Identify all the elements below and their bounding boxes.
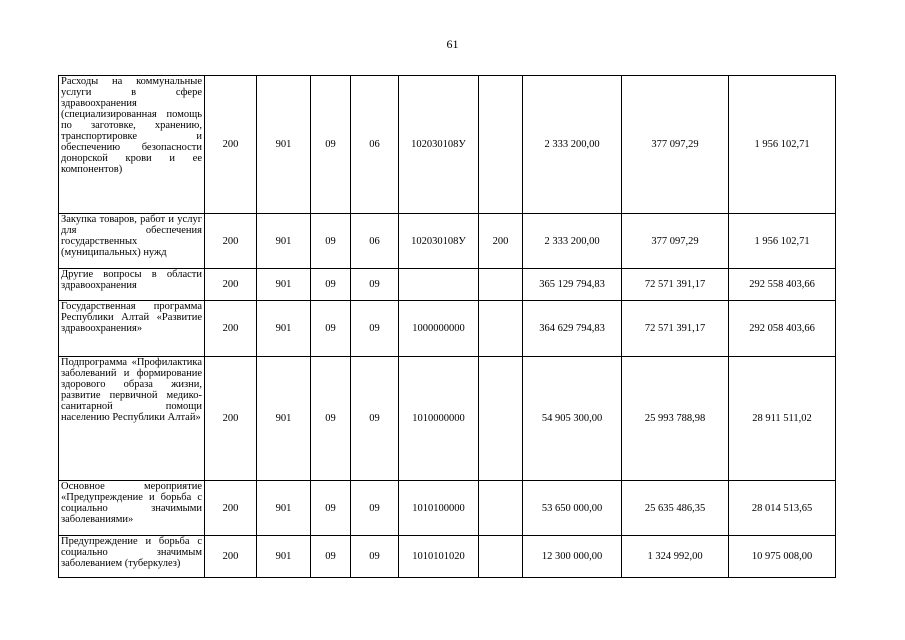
cell-code: 901	[257, 301, 311, 357]
cell-sum2: 72 571 391,17	[622, 269, 729, 301]
cell-subsection: 09	[351, 301, 399, 357]
cell-code: 901	[257, 214, 311, 269]
cell-sum3: 28 911 511,02	[729, 357, 836, 481]
cell-subsection: 09	[351, 536, 399, 578]
cell-target: 102030108У	[399, 76, 479, 214]
cell-target: 1010000000	[399, 357, 479, 481]
cell-target: 1000000000	[399, 301, 479, 357]
cell-section: 09	[311, 536, 351, 578]
cell-admin: 200	[205, 269, 257, 301]
table-row	[59, 357, 836, 481]
cell-target: 1010101020	[399, 536, 479, 578]
cell-sum1: 364 629 794,83	[523, 301, 622, 357]
cell-vr	[479, 481, 523, 536]
cell-code: 901	[257, 481, 311, 536]
cell-admin: 200	[205, 481, 257, 536]
table-row	[59, 76, 836, 214]
cell-sum1: 54 905 300,00	[523, 357, 622, 481]
cell-sum1: 2 333 200,00	[523, 76, 622, 214]
cell-admin: 200	[205, 357, 257, 481]
cell-section: 09	[311, 301, 351, 357]
cell-sum2: 72 571 391,17	[622, 301, 729, 357]
cell-sum3: 1 956 102,71	[729, 214, 836, 269]
row-description: Закупка товаров, работ и услуг для обеспечения государственных (муниципальных) нужд	[59, 214, 205, 269]
cell-sum1: 2 333 200,00	[523, 214, 622, 269]
cell-sum3: 292 058 403,66	[729, 301, 836, 357]
cell-section: 09	[311, 269, 351, 301]
cell-sum2: 25 635 486,35	[622, 481, 729, 536]
row-description: Расходы на коммунальные услуги в сфере здравоохранения (специализированная помощь по заготовке, хранению, транспортировке и обеспечению безопасности донорской крови и ее компонентов)	[59, 76, 205, 214]
cell-sum2: 377 097,29	[622, 214, 729, 269]
table-row	[59, 214, 836, 269]
page-number: 61	[446, 37, 459, 51]
cell-admin: 200	[205, 76, 257, 214]
cell-subsection: 06	[351, 214, 399, 269]
cell-vr	[479, 536, 523, 578]
cell-sum3: 10 975 008,00	[729, 536, 836, 578]
cell-vr	[479, 269, 523, 301]
cell-subsection: 06	[351, 76, 399, 214]
cell-target: 102030108У	[399, 214, 479, 269]
cell-subsection: 09	[351, 269, 399, 301]
cell-subsection: 09	[351, 357, 399, 481]
cell-admin: 200	[205, 536, 257, 578]
row-description: Подпрограмма «Профилактика заболеваний и формирование здорового образа жизни, развитие первичной медико-санитарной помощи населению Республики Алтай»	[59, 357, 205, 481]
cell-sum1: 12 300 000,00	[523, 536, 622, 578]
table-row	[59, 269, 836, 301]
row-description: Государственная программа Республики Алтай «Развитие здравоохранения»	[59, 301, 205, 357]
cell-target	[399, 269, 479, 301]
cell-subsection: 09	[351, 481, 399, 536]
cell-sum3: 28 014 513,65	[729, 481, 836, 536]
cell-sum2: 377 097,29	[622, 76, 729, 214]
row-description: Предупреждение и борьба с социально значимым заболеванием (туберкулез)	[59, 536, 205, 578]
table-row	[59, 536, 836, 578]
cell-sum2: 25 993 788,98	[622, 357, 729, 481]
row-description: Другие вопросы в области здравоохранения	[59, 269, 205, 301]
cell-vr	[479, 301, 523, 357]
table-row	[59, 301, 836, 357]
cell-vr	[479, 357, 523, 481]
cell-section: 09	[311, 357, 351, 481]
cell-sum1: 365 129 794,83	[523, 269, 622, 301]
cell-section: 09	[311, 481, 351, 536]
cell-target: 1010100000	[399, 481, 479, 536]
cell-admin: 200	[205, 301, 257, 357]
cell-code: 901	[257, 357, 311, 481]
cell-code: 901	[257, 269, 311, 301]
cell-vr	[479, 76, 523, 214]
cell-sum1: 53 650 000,00	[523, 481, 622, 536]
cell-section: 09	[311, 76, 351, 214]
budget-table	[58, 75, 836, 578]
row-description: Основное мероприятие «Предупреждение и борьба с социально значимыми заболеваниями»	[59, 481, 205, 536]
cell-code: 901	[257, 536, 311, 578]
table-row	[59, 481, 836, 536]
cell-section: 09	[311, 214, 351, 269]
cell-code: 901	[257, 76, 311, 214]
cell-sum2: 1 324 992,00	[622, 536, 729, 578]
cell-sum3: 1 956 102,71	[729, 76, 836, 214]
cell-admin: 200	[205, 214, 257, 269]
cell-vr: 200	[479, 214, 523, 269]
cell-sum3: 292 558 403,66	[729, 269, 836, 301]
